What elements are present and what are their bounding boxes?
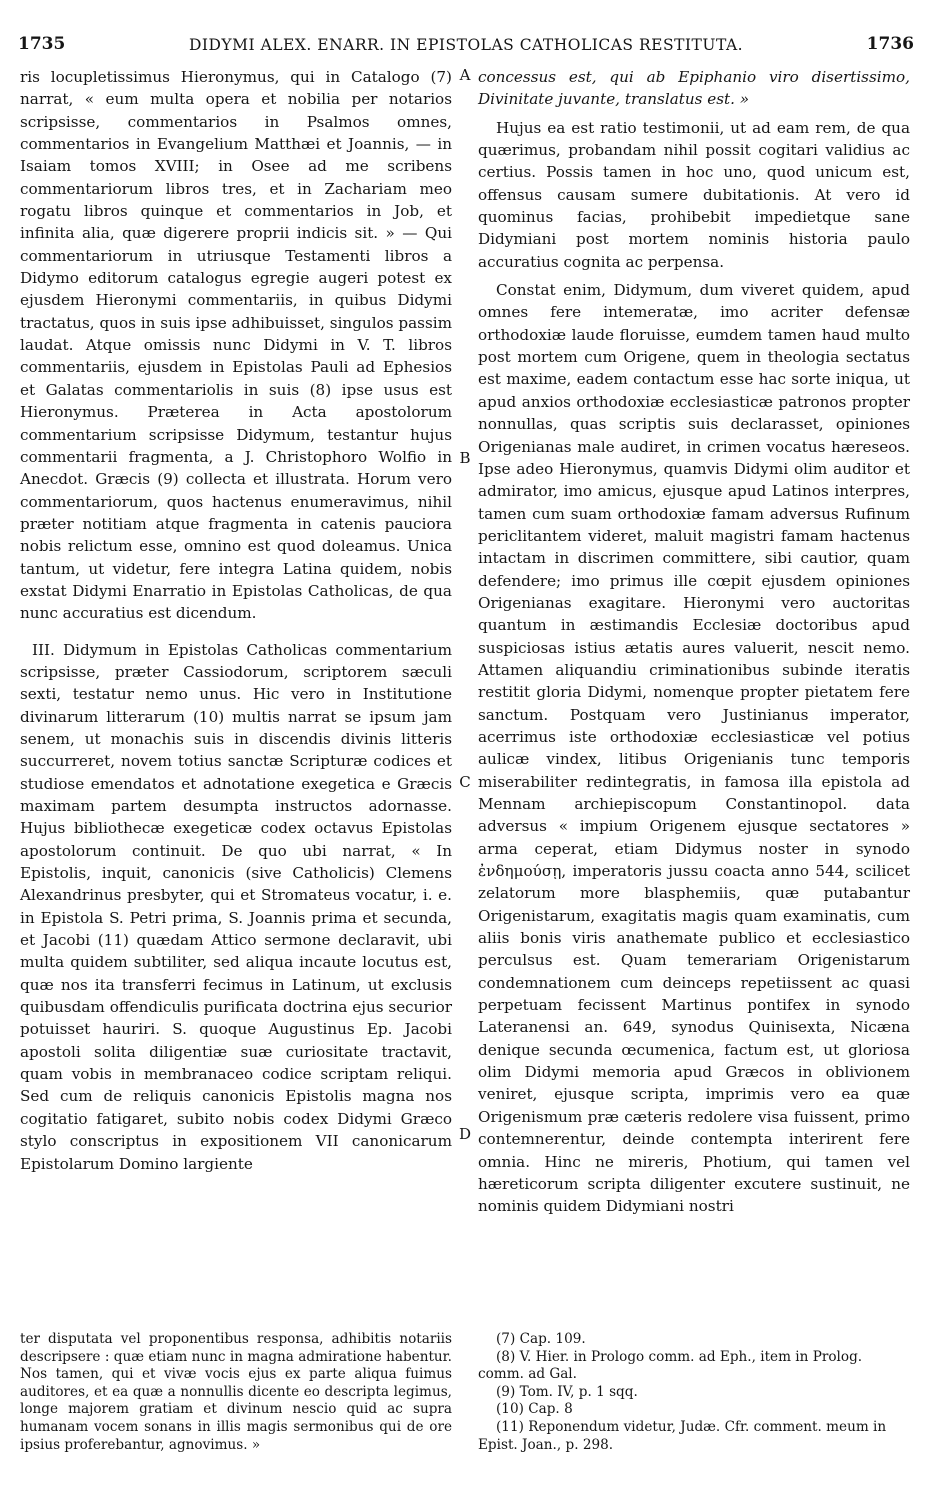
right-paragraph-1: concessus est, qui ab Epiphanio viro disertissimo, Divinitate juvante, translatus est. »	[478, 68, 910, 109]
footnote-11: (11) Reponendum videtur, Judæ. Cfr. comment. meum in Epist. Joan., p. 298.	[478, 1418, 887, 1453]
footnote-10: (10) Cap. 8	[496, 1401, 573, 1418]
right-column	[478, 66, 910, 1218]
footnote-continuation	[20, 1331, 452, 1454]
margin-markers	[452, 0, 478, 1501]
margin-marker-d: D	[458, 1125, 472, 1143]
footnotes	[478, 1331, 910, 1454]
page-number-right: 1736	[866, 34, 914, 54]
margin-marker-b: B	[459, 449, 471, 467]
footnote-7: (7) Cap. 109.	[496, 1331, 586, 1347]
right-paragraph-2: Hujus ea est ratio testimonii, ut ad eam rem, de qua quærimus, probandam nihil possit cogitari validius ac certius. Possis tamen in hoc uno, quod unicum est, offensus causam sumere dubitationis. At vero id quominus facias, prohibebit impedietque sane Didymiani post mortem nominis historia paulo accuratius cognita ac perpensa.	[478, 118, 910, 271]
left-paragraph-1: ris locupletissimus Hieronymus, qui in Catalogo (7) narrat, « eum multa opera et nobilia per notarios scripsisse, commentarios in Psalmos omnes, commentarios in Evangelium Matthæi et Joannis, — in Isaiam tomos XVIII; in Osee ad me scribens commentariorum libros tres, et in Zachariam meo rogatu libros quinque et commentarios in Job, et infinita alia, quæ digerere proprii indicis sit. » — Qui commentariorum in utriusque Testamenti libros a Didymo editorum catalogus egregie augeri potest ex ejusdem Hieronymi commentariis, in quibus Didymi tractatus, quos in suis ipse adhibuisset, singulos passim laudat. Atque omissis nunc Didymi in V. T. libros commentariis, ejusdem in Epistolas Pauli ad Ephesios et Galatas commentariolis in suis (8) ipse usus est Hieronymus. Præterea in Acta apostolorum commentarium scripsisse Didymum, testantur hujus commentarii fragmenta, a J. Christophoro Wolfio in Anecdot. Græcis (9) collecta et illustrata. Horum vero commentariorum, quos hactenus enumeravimus, nihil præter notitiam atque fragmenta in catenis pauciora nobis relictum esse, omnino est quod doleamus. Unica tantum, ut videtur, fere integra Latina quidem, nobis exstat Didymi Enarratio in Epistolas Catholicas, de qua nunc accuratius est dicendum.	[20, 68, 452, 623]
footnote-9: (9) Tom. IV, p. 1 sqq.	[496, 1383, 638, 1400]
margin-marker-a: A	[459, 66, 471, 84]
running-title: DIDYMI ALEX. ENARR. IN EPISTOLAS CATHOLICAS RESTITUTA.	[188, 36, 744, 54]
footnote-continuation-text: ter disputata vel proponentibus responsa, adhibitis notariis descripsere : quæ etiam nunc in magna admiratione habentur. Nos tamen, qui et vivæ vocis ejus ex parte aliqua fuimus auditores, et ea quæ a nonnullis dicente eo descripta legimus, longe majorem gratiam et divinum nescio quid ac supra humanam vocem sonans in illis magis sermonibus qui de ore ipsius proferebantur, agnovimus. »	[20, 1331, 452, 1453]
margin-marker-c: C	[459, 773, 471, 791]
section-iii-paragraph: III. Didymum in Epistolas Catholicas commentarium scripsisse, præter Cassiodorum, scriptorem sæculi sexti, testatur nemo unus. Hic vero in Institutione divinarum litterarum (10) multis narrat se ipsum jam senem, ut monachis suis in discendis divinis litteris succurreret, novem totius sanctæ Scripturæ codices et studiose emendatos et adnotatione exegetica e Græcis maximam partem desumpta instructos adornasse. Hujus bibliothecæ exegeticæ codex octavus Epistolas apostolorum continuit. De quo ubi narrat, « In Epistolis, inquit, canonicis (sive Catholicis) Clemens Alexandrinus presbyter, qui et Stromateus vocatur, i. e. in Epistola S. Petri prima, S. Joannis prima et secunda, et Jacobi (11) quædam Attico sermone declaravit, ubi multa quidem subtiliter, sed aliqua incaute locutus est, quæ nos ita transferri fecimus in Latinum, ut exclusis quibusdam offendiculis purificata doctrina ejus securior potuisset hauriri. S. quoque Augustinus Ep. Jacobi apostoli solita diligentiæ suæ curiositate tractavit, quam vobis in membranaceo codice scriptam reliqui. Sed cum de reliquis canonicis Epistolis magna nos cogitatio fatigaret, subito nobis codex Didymi Græco stylo conscriptus in expositionem VII canonicarum Epistolarum Domino largiente	[20, 640, 452, 1173]
footnote-8: (8) V. Hier. in Prologo comm. ad Eph., item in Prolog. comm. ad Gal.	[478, 1348, 863, 1383]
page-number-left: 1735	[18, 34, 66, 54]
left-column	[20, 66, 452, 1175]
right-paragraph-3: Constat enim, Didymum, dum viveret quidem, apud omnes fere intemeratæ, imo acriter defensæ orthodoxiæ laude floruisse, eumdem tamen haud multo post mortem cum Origene, quem in theologia sectatus est maxime, eadem contactum esse hac sorte iniqua, ut apud anxios orthodoxiæ ecclesiasticæ patronos propter nonnullas, quas scriptis suis declarasset, opiniones Origenianas male audiret, in crimen vocatus hæreseos. Ipse adeo Hieronymus, quamvis Didymi olim auditor et admirator, imo amicus, ejusque apud Latinos interpres, tamen cum suam orthodoxiæ famam adversus Rufinum periclitantem videret, maluit magistri famam hactenus intactam in discrimen committere, sibi cautior, quam defendere; imo primus ille cœpit ejusdem opiniones Origenianas exagitare. Hieronymi vero auctoritas quantum in æstimandis Ecclesiæ doctoribus apud suspiciosas istius ætatis aures valuerit, nescit nemo. Attamen aliquandiu criminationibus subinde iteratis restitit gloria Didymi, nomenque propter pietatem fere sanctum. Postquam vero Justinianus imperator, acerrimus iste orthodoxiæ ecclesiasticæ vel potius aulicæ vindex, litibus Origenianis tunc temporis miserabiliter redintegratis, in famosa illa epistola ad Mennam archiepiscopum Constantinopol. data adversus « impium Origenem ejusque sectatores » arma ceperat, etiam Didymus noster in synodo ἐνδημούσῃ, imperatoris jussu coacta anno 544, scilicet zelatorum more blasphemiis, quæ putabantur Origenistarum, exagitatis magis quam examinatis, cum aliis bonis viris anathemate publico et ecclesiastico perculsus est. Quam temerariam Origenistarum condemnationem cum deinceps repetiissent ac quasi perpetuam fecissent Martinus pontifex in synodo Lateranensi an. 649, synodus Quinisexta, Nicæna denique secunda œcumenica, factum est, ut gloriosa olim Didymi memoria apud Græcos in oblivionem veniret, ejusque scripta, imprimis vero ea quæ Origenismum præ cæteris redolere visa fuissent, primo contemnerentur, deinde contempta interirent fere omnia. Hinc ne mireris, Photium, qui tamen vel hæreticorum scripta diligenter excutere sustinuit, ne nominis quidem Didymiani nostri	[478, 281, 910, 1216]
